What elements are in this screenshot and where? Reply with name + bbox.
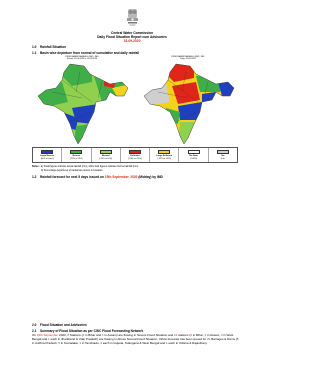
legend-item	[33, 148, 62, 162]
summary-count: 5	[58, 340, 61, 345]
legend-name: No Data	[189, 155, 198, 157]
legend-item	[62, 148, 91, 162]
report-date: 15-09-2020	[123, 39, 141, 43]
report-org-title: Central Water Commission	[110, 31, 153, 35]
legend-swatch	[188, 150, 200, 154]
cumulative-rainfall-map	[32, 62, 132, 146]
legend-item	[209, 148, 237, 162]
notes-label: Notes :	[32, 165, 41, 168]
section-number: 1.2	[32, 175, 37, 179]
summary-count: 8	[67, 333, 70, 337]
summary-text: Stations (	[69, 333, 83, 337]
section-number: 2.0	[32, 323, 37, 327]
summary-text: in West Bengal and	[32, 333, 234, 341]
daily-rainfall-map	[138, 62, 238, 146]
section-2-heading	[32, 323, 87, 327]
summary-text: in Tamilnadu,	[81, 340, 101, 345]
summary-text: 2020,	[58, 333, 68, 337]
summary-date: 15th September	[36, 333, 59, 337]
rainfall-legend	[32, 147, 238, 163]
legend-swatch	[129, 150, 141, 154]
summary-count: 1	[165, 340, 168, 345]
left-map-title	[32, 56, 132, 61]
legend-name: Deficient	[130, 155, 140, 157]
legend-range: [-59% to -20%]	[128, 157, 142, 160]
legend-name: Excess	[72, 155, 81, 157]
summary-count: 22	[173, 333, 178, 337]
summary-count: 2	[100, 340, 103, 345]
summary-text: in Karnataka,	[60, 340, 80, 345]
legend-item	[150, 148, 179, 162]
right-map-title-line2: Daily: 15-09-2020	[180, 58, 196, 61]
legend-range: [-99% to -60%]	[157, 157, 171, 160]
summary-count: 21	[207, 336, 211, 341]
legend-range: [60% or more]	[40, 157, 54, 160]
note-b: b) Percentage departures of rainfall are shown in brackets.	[41, 168, 104, 172]
summary-count: 1	[101, 333, 104, 337]
legend-swatch	[158, 150, 170, 154]
legend-swatch	[70, 150, 82, 154]
report-title: Daily Flood Situation Report cum Advisories	[97, 35, 167, 39]
forecast-date: 15th September, 2020	[104, 175, 138, 179]
legend-name: No	[221, 155, 225, 157]
summary-text: in Andhra Pradesh,	[32, 340, 59, 345]
section-title: Flood Situation and Advisories	[40, 323, 87, 327]
legend-swatch	[41, 150, 53, 154]
right-map-title	[138, 56, 238, 61]
summary-count: 2	[82, 333, 85, 337]
left-map-title-line1: RIVER BASIN RAINFALL (MM) : IMD	[65, 56, 99, 58]
section-title-suffix: (Midday) by IMD	[138, 175, 163, 179]
legend-item	[92, 148, 121, 162]
legend-swatch	[217, 150, 229, 154]
left-map-title-line2: Period: 01-06-2020 to 15-09-2020	[66, 58, 98, 61]
section-number: 1.1	[32, 51, 37, 55]
summary-count: 4	[220, 333, 223, 337]
summary-count: 3	[204, 333, 207, 337]
summary-text: each in Gujarat, Telangana & West Bengal and	[102, 340, 166, 345]
legend-range: Rain	[220, 157, 225, 160]
section-1-1-heading	[32, 51, 139, 55]
summary-text: in Bihar and	[84, 333, 102, 337]
section-title: Rainfall Situation	[40, 45, 67, 49]
legend-item	[179, 148, 208, 162]
summary-count: 8	[236, 336, 239, 341]
flood-summary-paragraph	[32, 334, 240, 345]
summary-count: 6	[190, 333, 193, 337]
summary-text: in Assam,	[206, 333, 221, 337]
section-1-2-heading	[32, 175, 163, 179]
summary-text: stations (	[177, 333, 191, 337]
summary-text: in Assam) are flowing in Severe Flood Situation and	[103, 333, 174, 337]
summary-text: On	[32, 333, 37, 337]
section-title: Summary of Flood Situation as per CWC Flood Forecasting Network	[40, 329, 144, 333]
right-map-title-line1: RIVER BASIN RAINFALL (MM) : IMD	[171, 56, 205, 58]
summary-text: each in Odisha & Rajasthan).	[167, 340, 208, 345]
note-a: a) Small figures indicate actual rainfall (mm), while bold figures indicate Normal rainfall (mm)	[40, 165, 139, 168]
legend-item	[121, 148, 150, 162]
legend-name: Normal	[101, 155, 110, 157]
summary-count: 3	[79, 340, 82, 345]
legend-range: [-19% to 19%]	[99, 157, 112, 160]
summary-text: each in Jharkhand & Uttar Pradesh) are flowing in Above Normal Flood Situation. Inflow Forecast has been issued for	[49, 336, 208, 341]
legend-name: Large Excess	[40, 155, 55, 157]
section-number: 2.1	[32, 329, 37, 333]
national-emblem-icon	[124, 7, 141, 29]
summary-text: Barrages & Dams (	[210, 336, 237, 341]
legend-swatch	[100, 150, 112, 154]
section-title: Basin wise departure from normal of cumulative and daily rainfall	[40, 51, 140, 55]
summary-text: in Bihar,	[192, 333, 205, 337]
section-title: Rainfall forecast for next 5 days issued on	[40, 175, 104, 179]
section-1-heading	[32, 45, 66, 49]
summary-count: 1	[48, 336, 50, 341]
legend-name: Large Deficient	[156, 155, 173, 157]
section-number: 1.0	[32, 45, 37, 49]
legend-range: (-100%)	[189, 157, 198, 160]
legend-range: [20% to 59%]	[70, 157, 83, 160]
